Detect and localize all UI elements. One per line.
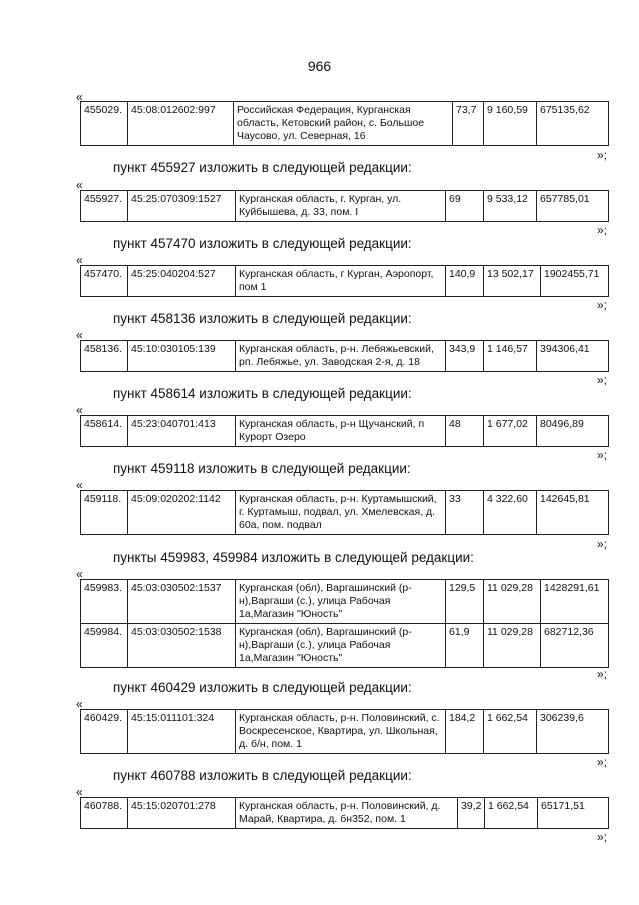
cell-area: 61,9 bbox=[446, 624, 484, 668]
cell-address: Курганская (обл), Варгашинский (р-н),Варгаши (с.), улица Рабочая 1а,Магазин "Юность" bbox=[236, 624, 446, 668]
cell-id: 455029. bbox=[81, 102, 128, 146]
cell-value: 65171,51 bbox=[538, 798, 609, 829]
cell-value: 1428291,61 bbox=[541, 580, 609, 624]
amendment-heading: пункт 457470 изложить в следующей редакции: bbox=[113, 236, 412, 251]
cell-area: 129,5 bbox=[446, 580, 484, 624]
cell-address: Курганская область, р-н Щучанский, п Курорт Озеро bbox=[236, 416, 446, 447]
cell-area: 343,9 bbox=[446, 341, 484, 372]
table-row bbox=[81, 580, 609, 624]
close-quote: »; bbox=[597, 448, 608, 462]
record-table bbox=[80, 340, 609, 372]
cell-id: 457470. bbox=[81, 266, 128, 297]
cell-area: 33 bbox=[446, 491, 484, 535]
amendment-heading: пункт 455927 изложить в следующей редакции: bbox=[113, 160, 412, 175]
close-quote: »; bbox=[597, 667, 608, 681]
record-table bbox=[80, 190, 609, 222]
cell-area: 184,2 bbox=[446, 710, 484, 754]
cell-value: 80496,89 bbox=[537, 416, 609, 447]
cell-cadastral-number: 45:09:020202:1142 bbox=[128, 491, 236, 535]
cell-cadastral-number: 45:15:020701:278 bbox=[128, 798, 236, 829]
cell-value: 306239,6 bbox=[537, 710, 609, 754]
cell-rate: 1 146,57 bbox=[484, 341, 537, 372]
cell-id: 460429. bbox=[81, 710, 128, 754]
table-row bbox=[81, 266, 609, 297]
cell-address: Курганская область, р-н. Половинский, с. Воскресенское, Квартира, ул. Школьная, д. б/н, пом. 1 bbox=[236, 710, 446, 754]
cell-rate: 9 160,59 bbox=[484, 102, 537, 146]
open-quote: « bbox=[76, 253, 83, 267]
record-table bbox=[80, 490, 609, 535]
cell-cadastral-number: 45:15:011101:324 bbox=[128, 710, 236, 754]
record-table bbox=[80, 101, 609, 146]
cell-rate: 1 662,54 bbox=[485, 798, 538, 829]
open-quote: « bbox=[76, 697, 83, 711]
cell-cadastral-number: 45:03:030502:1538 bbox=[128, 624, 236, 668]
amendment-heading: пункт 458614 изложить в следующей редакции: bbox=[113, 386, 412, 401]
table-row bbox=[81, 491, 609, 535]
cell-address: Курганская область, р-н. Половинский, д. Марай, Квартира, д. бн352, пом. 1 bbox=[236, 798, 458, 829]
amendment-heading: пункт 460788 изложить в следующей редакции: bbox=[113, 768, 412, 783]
cell-cadastral-number: 45:08:012602:997 bbox=[128, 102, 234, 146]
cell-cadastral-number: 45:10:030105:139 bbox=[128, 341, 236, 372]
amendment-heading: пункт 459118 изложить в следующей редакции: bbox=[113, 461, 411, 476]
cell-value: 657785,01 bbox=[537, 191, 609, 222]
open-quote: « bbox=[76, 328, 83, 342]
cell-rate: 9 533,12 bbox=[484, 191, 537, 222]
cell-value: 682712,36 bbox=[541, 624, 609, 668]
cell-area: 73,7 bbox=[453, 102, 484, 146]
cell-id: 459983. bbox=[81, 580, 128, 624]
cell-value: 394306,41 bbox=[537, 341, 609, 372]
cell-id: 460788. bbox=[81, 798, 128, 829]
close-quote: »; bbox=[597, 223, 608, 237]
cell-address: Курганская область, р-н. Лебяжьевский, рп. Лебяжье, ул. Заводская 2-я, д. 18 bbox=[236, 341, 446, 372]
table-row bbox=[81, 191, 609, 222]
cell-cadastral-number: 45:25:040204:527 bbox=[128, 266, 236, 297]
page-number: 966 bbox=[307, 58, 332, 74]
cell-value: 675135,62 bbox=[537, 102, 609, 146]
cell-value: 1902455,71 bbox=[541, 266, 609, 297]
open-quote: « bbox=[76, 567, 83, 581]
amendment-heading: пункт 458136 изложить в следующей редакции: bbox=[113, 311, 412, 326]
cell-rate: 4 322,60 bbox=[484, 491, 537, 535]
close-quote: »; bbox=[597, 298, 608, 312]
close-quote: »; bbox=[597, 830, 608, 844]
record-table bbox=[80, 709, 609, 754]
record-table bbox=[80, 415, 609, 447]
cell-value: 142645,81 bbox=[537, 491, 609, 535]
close-quote: »; bbox=[597, 148, 608, 162]
cell-address: Курганская (обл), Варгашинский (р-н),Варгаши (с.), улица Рабочая 1а,Магазин "Юность" bbox=[236, 580, 446, 624]
amendment-heading: пункты 459983, 459984 изложить в следующей редакции: bbox=[113, 550, 474, 565]
close-quote: »; bbox=[597, 373, 608, 387]
cell-cadastral-number: 45:25:070309:1527 bbox=[128, 191, 236, 222]
table-row bbox=[81, 798, 609, 829]
cell-area: 39,2 bbox=[458, 798, 485, 829]
close-quote: »; bbox=[597, 537, 608, 551]
table-row bbox=[81, 624, 609, 668]
open-quote: « bbox=[76, 403, 83, 417]
cell-rate: 1 677,02 bbox=[484, 416, 537, 447]
close-quote: »; bbox=[597, 755, 608, 769]
cell-rate: 13 502,17 bbox=[484, 266, 541, 297]
cell-id: 459118. bbox=[81, 491, 128, 535]
open-quote: « bbox=[76, 90, 83, 104]
table-row bbox=[81, 102, 609, 146]
cell-cadastral-number: 45:23:040701:413 bbox=[128, 416, 236, 447]
cell-address: Курганская область, г Курган, Аэропорт, пом 1 bbox=[236, 266, 446, 297]
cell-rate: 11 029,28 bbox=[484, 624, 541, 668]
cell-id: 458136. bbox=[81, 341, 128, 372]
record-table bbox=[80, 579, 609, 668]
open-quote: « bbox=[76, 785, 83, 799]
record-table bbox=[80, 797, 609, 829]
table-row bbox=[81, 710, 609, 754]
record-table bbox=[80, 265, 609, 297]
cell-area: 48 bbox=[446, 416, 484, 447]
cell-id: 458614. bbox=[81, 416, 128, 447]
cell-id: 459984. bbox=[81, 624, 128, 668]
cell-address: Курганская область, г. Курган, ул. Куйбышева, д. 33, пом. I bbox=[236, 191, 446, 222]
cell-id: 455927. bbox=[81, 191, 128, 222]
cell-cadastral-number: 45:03:030502:1537 bbox=[128, 580, 236, 624]
cell-area: 69 bbox=[446, 191, 484, 222]
cell-rate: 1 662,54 bbox=[484, 710, 537, 754]
cell-area: 140,9 bbox=[446, 266, 484, 297]
cell-rate: 11 029,28 bbox=[484, 580, 541, 624]
cell-address: Курганская область, р-н. Куртамышский, г. Куртамыш, подвал, ул. Хмелевская, д. 60а, пом. подвал bbox=[236, 491, 446, 535]
table-row bbox=[81, 416, 609, 447]
open-quote: « bbox=[76, 178, 83, 192]
cell-address: Российская Федерация, Курганская область, Кетовский район, с. Большое Чаусово, ул. Северная, 16 bbox=[234, 102, 453, 146]
open-quote: « bbox=[76, 478, 83, 492]
table-row bbox=[81, 341, 609, 372]
amendment-heading: пункт 460429 изложить в следующей редакции: bbox=[113, 680, 412, 695]
